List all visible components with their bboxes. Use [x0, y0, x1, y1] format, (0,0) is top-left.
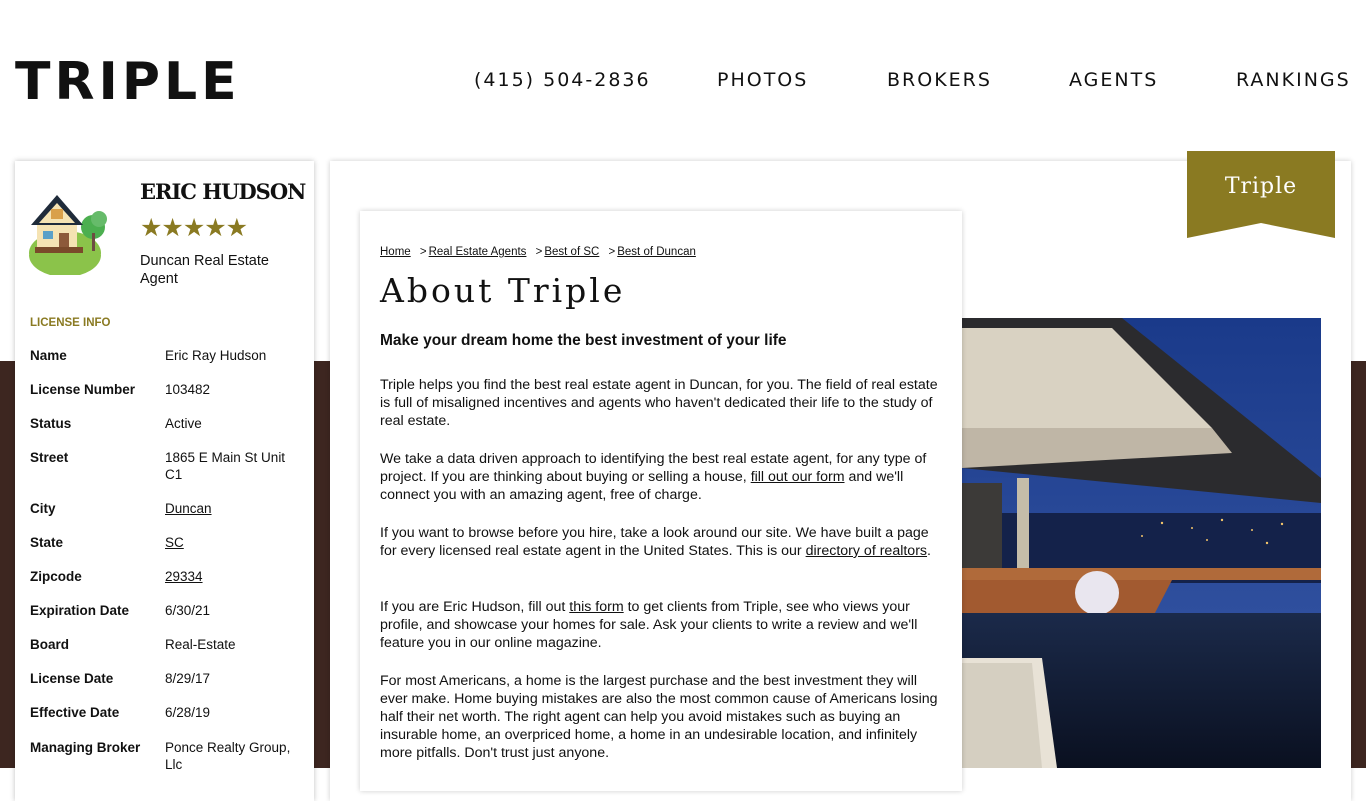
paragraph-1: Triple helps you find the best real estate agent in Duncan, for you. The field of real estate is full of misaligned incentives and agents who haven't dedicated their life to the study of real estate. [380, 377, 938, 429]
paragraph-text: If you are Eric Hudson, fill out [380, 599, 570, 615]
fill-out-form-link[interactable]: fill out our form [750, 469, 845, 485]
city-link[interactable]: Duncan [165, 501, 212, 516]
nav-agents[interactable]: AGENTS [1069, 69, 1159, 91]
license-value: 1865 E Main St Unit C1 [165, 450, 286, 482]
paragraph-text: We take a data driven approach to identifying the best real estate agent, for any type of project. If you are thinking about buying or selling a house, [380, 451, 927, 485]
license-label: State [30, 535, 64, 550]
license-value: Real-Estate [165, 637, 236, 652]
breadcrumb [380, 246, 696, 258]
license-value: 103482 [165, 382, 211, 397]
license-label: License Number [30, 382, 136, 397]
license-label: Managing Broker [30, 740, 141, 755]
page-title: About Triple [380, 271, 626, 310]
rating-stars: ★★★★★ [140, 214, 248, 242]
license-value: Ponce Realty Group, Llc [165, 740, 291, 772]
license-label: Zipcode [30, 569, 82, 584]
license-label: License Date [30, 671, 114, 686]
nav-photos[interactable]: PHOTOS [717, 69, 809, 91]
license-label: Name [30, 348, 67, 363]
breadcrumb-separator: > [419, 246, 427, 258]
paragraph-text: to get clients from Triple, see who views your profile, and showcase your homes for sale. Ask your clients to write a review and we'll feature you in our online magazine. [380, 599, 918, 651]
license-value: 6/30/21 [165, 603, 211, 618]
state-link[interactable]: SC [165, 535, 184, 550]
license-label: Status [30, 416, 72, 431]
breadcrumb-city[interactable]: Best of Duncan [617, 246, 696, 258]
license-heading: LICENSE INFO [30, 317, 111, 329]
nav-phone[interactable]: (415) 504-2836 [474, 69, 651, 91]
license-label: City [30, 501, 56, 516]
breadcrumb-separator: > [535, 246, 543, 258]
paragraph-4 [380, 598, 945, 652]
ribbon-label: Triple [1224, 174, 1298, 199]
breadcrumb-agents[interactable]: Real Estate Agents [428, 246, 527, 258]
paragraph-2 [380, 450, 945, 504]
agent-name: ERIC HUDSON [140, 179, 306, 204]
house-icon [29, 191, 111, 275]
paragraph-text: . [927, 543, 931, 559]
breadcrumb-home[interactable]: Home [380, 246, 411, 258]
paragraph-text: and we'll connect you with an amazing agent, free of charge. [380, 469, 904, 503]
hero-image [962, 318, 1321, 768]
directory-of-realtors-link[interactable]: directory of realtors [805, 543, 928, 559]
article-subhead: Make your dream home the best investment of your life [380, 332, 787, 349]
license-value: 8/29/17 [165, 671, 211, 686]
license-value: Active [165, 416, 202, 431]
license-label: Board [30, 637, 70, 652]
agent-sidebar [15, 161, 314, 801]
paragraph-3 [380, 524, 945, 560]
paragraph-5: For most Americans, a home is the largest purchase and the best investment they will ever make. Home buying mistakes are also the most common cause of Americans losing half their net worth. The right agent can help you avoid mistakes such as buying an insurable home, an overpriced home, a home in an undesirable location, and infinitely more pitfalls. Don't trust just anyone. [380, 673, 938, 761]
license-label: Expiration Date [30, 603, 130, 618]
site-logo[interactable]: TRIPLE [15, 52, 241, 112]
main-nav [0, 69, 1366, 93]
this-form-link[interactable]: this form [569, 599, 624, 615]
license-label: Street [30, 450, 69, 465]
paragraph-text: If you want to browse before you hire, take a look around our site. We have built a page for every licensed real estate agent in the United States. This is our [380, 525, 929, 559]
agent-title: Duncan Real Estate Agent [140, 253, 269, 287]
nav-rankings[interactable]: RANKINGS [1236, 69, 1351, 91]
zipcode-link[interactable]: 29334 [165, 569, 203, 584]
license-value: 6/28/19 [165, 705, 211, 720]
nav-brokers[interactable]: BROKERS [887, 69, 992, 91]
about-article [360, 211, 962, 791]
breadcrumb-separator: > [608, 246, 616, 258]
license-label: Effective Date [30, 705, 120, 720]
breadcrumb-state[interactable]: Best of SC [544, 246, 600, 258]
license-value: Eric Ray Hudson [165, 348, 267, 363]
